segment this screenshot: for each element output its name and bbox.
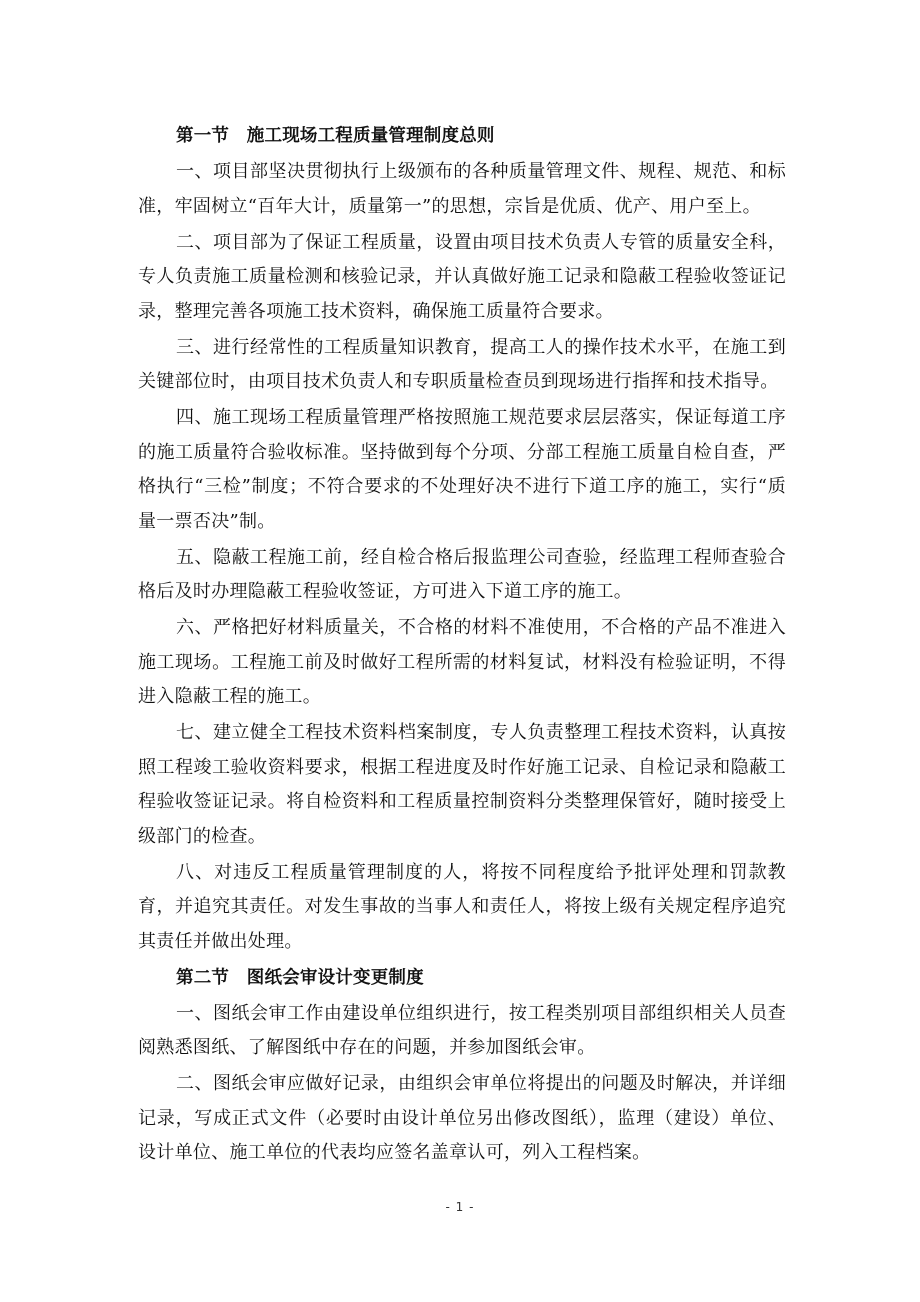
page-number: - 1 - [445,1200,475,1214]
section-2-title: 第二节 图纸会审设计变更制度 [176,967,424,988]
section-1-paragraph-1: 一、项目部坚决贯彻执行上级颁布的各种质量管理文件、规程、规范、和标准，牢固树立“百年大计，质量第一”的思想，宗旨是优质、优产、用户至上。 [138,161,786,217]
section-2-paragraph-1: 一、图纸会审工作由建设单位组织进行，按工程类别项目部组织相关人员查阅熟悉图纸、了解图纸中存在的问题，并参加图纸会审。 [138,1002,786,1058]
document-body [138,119,786,1172]
section-1-paragraph-5: 五、隐蔽工程施工前，经自检合格后报监理公司查验，经监理工程师查验合格后及时办理隐蔽工程验收签证，方可进入下道工序的施工。 [138,546,786,602]
section-1-paragraph-3: 三、进行经常性的工程质量知识教育，提高工人的操作技术水平，在施工到关键部位时，由项目技术负责人和专职质量检查员到现场进行指挥和技术指导。 [138,336,786,392]
section-1-paragraph-6: 六、严格把好材料质量关，不合格的材料不准使用，不合格的产品不准进入施工现场。工程施工前及时做好工程所需的材料复试，材料没有检验证明，不得进入隐蔽工程的施工。 [138,617,786,707]
section-1-paragraph-8: 八、对违反工程质量管理制度的人，将按不同程度给予批评处理和罚款教育，并追究其责任。对发生事故的当事人和责任人，将按上级有关规定程序追究其责任并做出处理。 [138,861,786,952]
section-1-title: 第一节 施工现场工程质量管理制度总则 [176,126,495,146]
section-2-paragraph-2: 二、图纸会审应做好记录，由组织会审单位将提出的问题及时解决，并详细记录，写成正式文件（必要时由设计单位另出修改图纸），监理（建设）单位、设计单位、施工单位的代表均应签名盖章认可，列入工程档案。 [138,1073,786,1163]
section-1-paragraph-2: 二、项目部为了保证工程质量，设置由项目技术负责人专管的质量安全科，专人负责施工质量检测和核验记录，并认真做好施工记录和隐蔽工程验收签证记录，整理完善各项施工技术资料，确保施工质量符合要求。 [138,231,786,322]
section-1-paragraph-4: 四、施工现场工程质量管理严格按照施工规范要求层层落实，保证每道工序的施工质量符合验收标准。坚持做到每个分项、分部工程施工质量自检自查，严格执行“三检”制度；不符合要求的不处理好决不进行下道工序的施工，实行“质量一票否决”制。 [138,407,786,532]
section-1-paragraph-7: 七、建立健全工程技术资料档案制度，专人负责整理工程技术资料，认真按照工程竣工验收资料要求，根据工程进度及时作好施工记录、自检记录和隐蔽工程验收签证记录。将自检资料和工程质量控制资料分类整理保管好，随时接受上级部门的检查。 [138,722,786,847]
